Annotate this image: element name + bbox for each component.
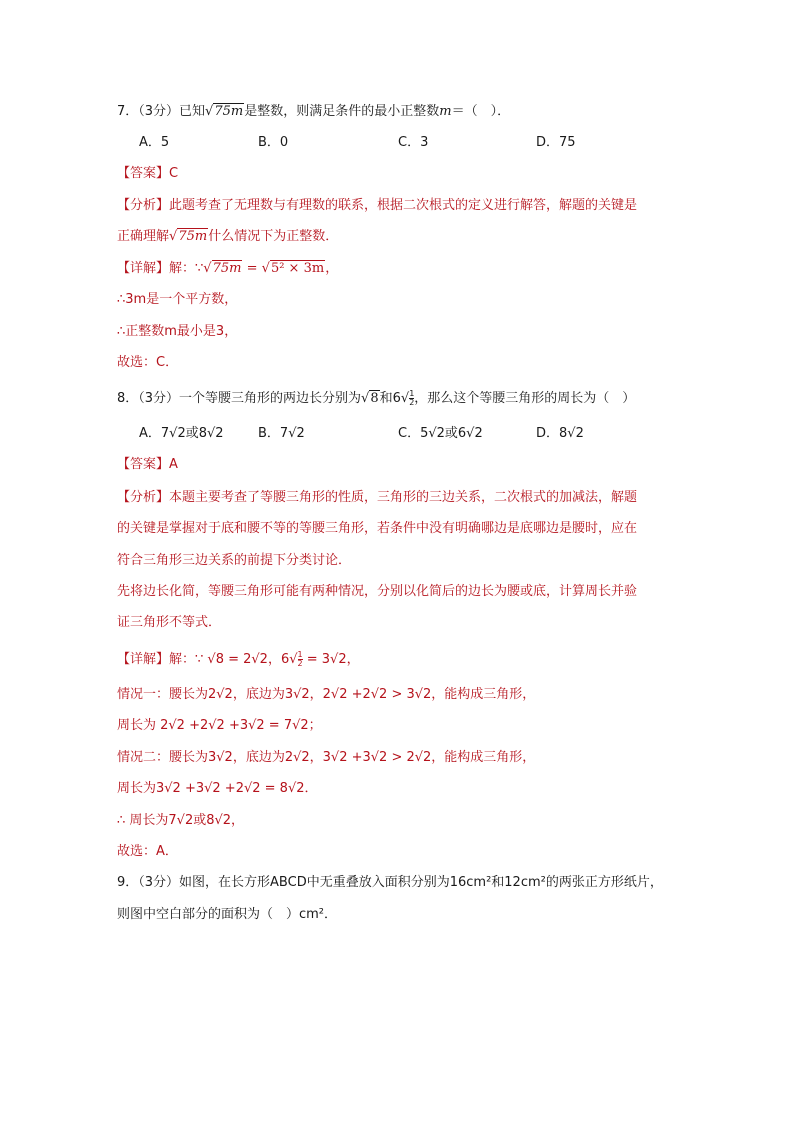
q8-stem-pre: 8．（3分）一个等腰三角形的两边长分别为 xyxy=(117,391,362,406)
q8-answer xyxy=(117,455,178,475)
q7-detail-line-1: 【详解】解：∵√75m = √5² × 3m， xyxy=(117,261,339,276)
q8-case-1: 情况一：腰长为2√2，底边为3√2，2√2 +2√2 > 3√2，能构成三角形， xyxy=(117,687,536,702)
q8-analysis-line-1 xyxy=(117,488,637,508)
q7-stem: 7．（3分）已知√75m是整数，则满足条件的最小正整数m＝（ ）． xyxy=(117,104,511,119)
q7-stem-post: 是整数，则满足条件的最小正整数 xyxy=(244,104,440,119)
q8-analysis-text-1: 本题主要考查了等腰三角形的性质，三角形的三边关系，二次根式的加减法，解题 xyxy=(169,490,638,505)
q7-detail-line-3: ∴正整数m最小是3， xyxy=(117,324,238,339)
q8-analysis-line-3: 符合三角形三边关系的前提下分类讨论． xyxy=(117,553,352,568)
q7-option-d: D．75 xyxy=(536,135,576,150)
q8-stem-post: ，那么这个等腰三角形的周长为（ ） xyxy=(414,391,636,406)
q8-stem: 8．（3分）一个等腰三角形的两边长分别为√8和6√ $\frac{1}{2}$ ，那么这个等腰三角形的周长为（ ） xyxy=(117,389,636,407)
q8-analysis-line-2: 的关键是掌握对于底和腰不等的等腰三角形，若条件中没有明确哪边是底哪边是腰时，应在 xyxy=(117,521,638,536)
q8-option-a: A．7√2或8√2 xyxy=(139,426,224,441)
q7-option-b: B．0 xyxy=(258,135,289,150)
q8-analysis-label: 【分析】 xyxy=(117,490,170,505)
q7-detail-line-2: ∴3m是一个平方数， xyxy=(117,292,238,307)
q8-perimeter-2: 周长为3√2 +3√2 +2√2 = 8√2． xyxy=(117,781,318,796)
q7-detail-end: ， xyxy=(325,261,339,276)
q9-stem-line-2: 则图中空白部分的面积为（ ）cm²． xyxy=(117,907,338,922)
q8-detail-text-1: 解：∵ √8 = 2√2，6 xyxy=(169,652,290,667)
q7-answer-value: C xyxy=(169,166,179,181)
q7-answer xyxy=(117,164,178,184)
q7-detail-radicand-2: 5² × 3m xyxy=(270,261,325,276)
q9-stem-line-1: 9．（3分）如图，在长方形ABCD中无重叠放入面积分别为16cm²和12cm²的两张正方形纸片， xyxy=(117,875,663,890)
q8-detail-text-1b: = 3√2， xyxy=(302,652,360,667)
q7-detail-radicand-1: 75m xyxy=(212,261,242,276)
q7-detail-eq: = xyxy=(242,261,262,276)
q8-case-2: 情况二：腰长为3√2，底边为2√2，3√2 +3√2 > 2√2，能构成三角形， xyxy=(117,750,536,765)
q7-analysis-line-2: 正确理解√75m什么情况下为正整数． xyxy=(117,229,339,244)
q7-analysis-text-2a: 正确理解 xyxy=(117,229,170,244)
q8-answer-label: 【答案】 xyxy=(117,457,170,472)
q7-analysis-text-2b: 什么情况下为正整数． xyxy=(208,229,339,244)
q7-stem-end: ＝（ ）． xyxy=(451,104,511,119)
q8-analysis-line-4: 先将边长化简，等腰三角形可能有两种情况，分别以化简后的边长为腰或底，计算周长并验 xyxy=(117,584,638,599)
q8-detail-line-1: 【详解】解：∵ √8 = 2√2，6√ $\frac{1}{2}$ = 3√2， xyxy=(117,650,360,668)
q7-option-c: C．3 xyxy=(398,135,429,150)
q8-answer-value: A xyxy=(169,457,178,472)
q8-stem-radicand: 8 xyxy=(370,391,379,406)
q7-option-a: A．5 xyxy=(139,135,170,150)
q7-stem-pre: 7．（3分）已知 xyxy=(117,104,206,119)
q7-analysis-radicand: 75m xyxy=(178,229,208,244)
q8-detail-frac-den: 2 xyxy=(297,659,303,668)
q7-analysis-line-1 xyxy=(117,196,637,216)
q7-analysis-label: 【分析】 xyxy=(117,198,170,213)
q7-analysis-text-1: 此题考查了无理数与有理数的联系，根据二次根式的定义进行解答，解题的关键是 xyxy=(169,198,638,213)
q8-perimeter-1: 周长为 2√2 +2√2 +3√2 = 7√2； xyxy=(117,718,322,733)
q7-detail-label: 【详解】 xyxy=(117,261,170,276)
q8-option-c: C．5√2或6√2 xyxy=(398,426,483,441)
q8-option-d: D．8√2 xyxy=(536,426,584,441)
q7-detail-text-1a: 解：∵ xyxy=(169,261,204,276)
q8-frac-num: 1 xyxy=(409,389,415,398)
q8-conclusion: ∴ 周长为7√2或8√2， xyxy=(117,813,245,828)
q8-choose: 故选：A． xyxy=(117,844,178,859)
q7-choose: 故选：C． xyxy=(117,355,179,370)
q8-detail-label: 【详解】 xyxy=(117,652,170,667)
q7-answer-label: 【答案】 xyxy=(117,166,170,181)
q8-option-b: B．7√2 xyxy=(258,426,305,441)
q8-frac-den: 2 xyxy=(409,398,415,407)
q8-stem-and: 和6 xyxy=(379,391,401,406)
q8-detail-frac-num: 1 xyxy=(297,650,303,659)
q7-var: m xyxy=(439,104,452,119)
q7-radicand: 75m xyxy=(214,104,244,119)
q8-analysis-line-5: 证三角形不等式． xyxy=(117,615,222,630)
